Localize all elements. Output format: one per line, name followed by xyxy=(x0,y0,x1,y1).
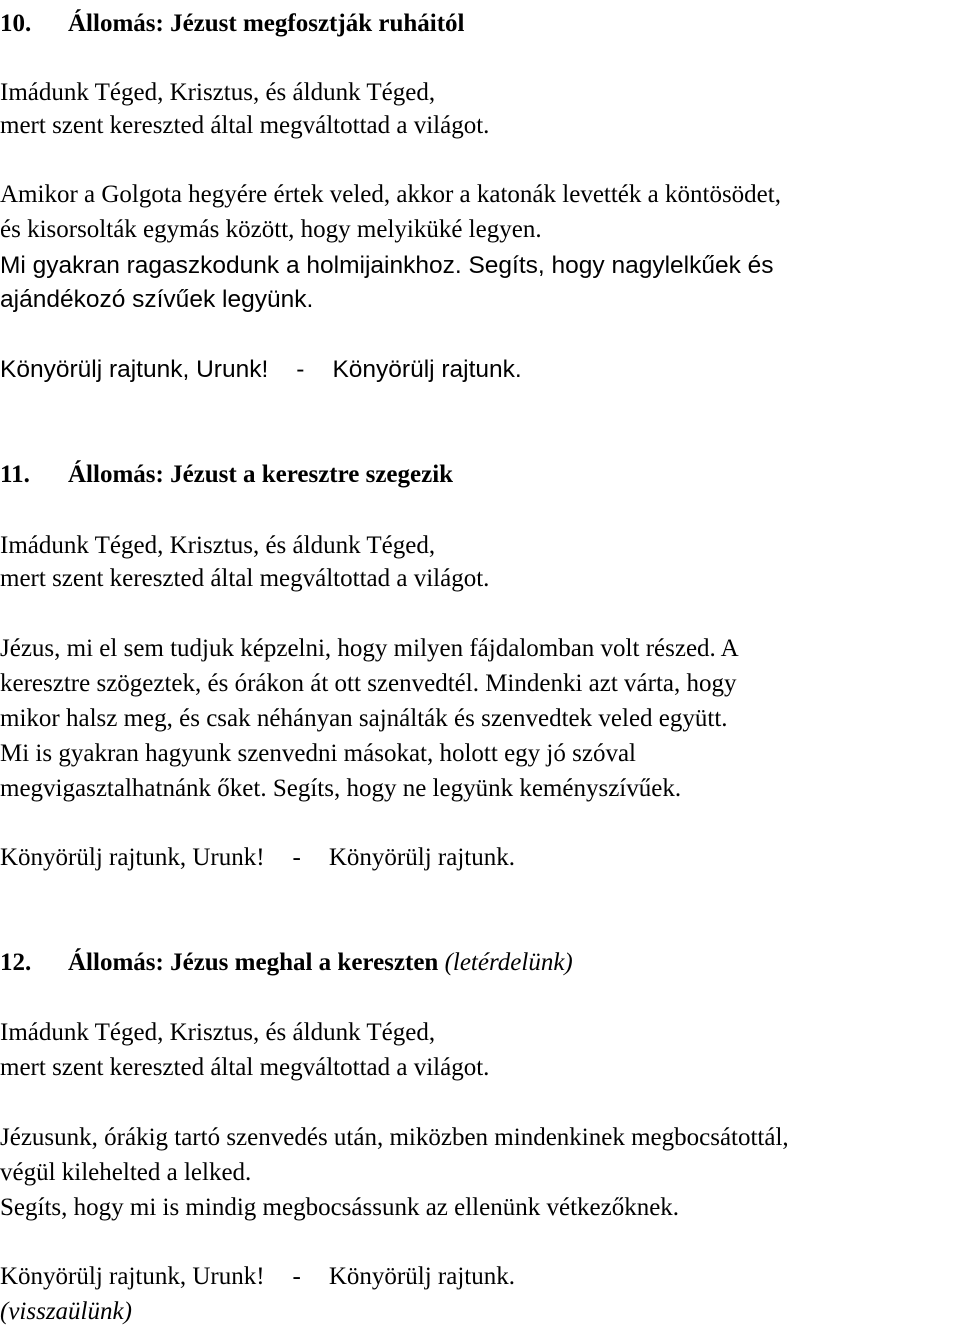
adoration-line: Imádunk Téged, Krisztus, és áldunk Téged, xyxy=(0,1019,436,1046)
reflection-line: Mi is gyakran hagyunk szenvedni másokat, holott egy jó szóval xyxy=(0,740,636,767)
response-line xyxy=(0,845,515,870)
station-title-note: (letérdelünk) xyxy=(444,949,573,976)
reflection-line: Jézusunk, órákig tartó szenvedés után, miközben mindenkinek megbocsátottál, xyxy=(0,1124,789,1151)
response-call: Könyörülj rajtunk, Urunk! xyxy=(0,844,265,871)
station-title: Állomás: Jézust a keresztre szegezik xyxy=(68,461,454,488)
reflection-line: és kisorsolták egymás között, hogy melyiküké legyen. xyxy=(0,216,542,243)
station-number: 12. xyxy=(0,949,32,976)
reflection-line: Jézus, mi el sem tudjuk képzelni, hogy milyen fájdalomban volt részed. A xyxy=(0,635,739,662)
station-12-heading xyxy=(0,950,573,975)
adoration-line: mert szent kereszted által megváltottad a világot. xyxy=(0,112,490,139)
response-answer: Könyörülj rajtunk. xyxy=(332,356,522,383)
station-number: 11. xyxy=(0,461,30,488)
adoration-line: mert szent kereszted által megváltottad a világot. xyxy=(0,565,490,592)
response-line xyxy=(0,358,522,383)
station-11-heading xyxy=(0,462,453,487)
adoration-line: Imádunk Téged, Krisztus, és áldunk Téged, xyxy=(0,532,436,559)
response-answer: Könyörülj rajtunk. xyxy=(328,1263,515,1290)
reflection-line: végül kilehelted a lelked. xyxy=(0,1159,252,1186)
response-answer: Könyörülj rajtunk. xyxy=(328,844,515,871)
closing-note: (visszaülünk) xyxy=(0,1298,132,1325)
adoration-line: mert szent kereszted által megváltottad a világot. xyxy=(0,1054,490,1081)
response-dash: - xyxy=(292,1263,301,1290)
response-line xyxy=(0,1264,515,1289)
reflection-line: Mi gyakran ragaszkodunk a holmijainkhoz. Segíts, hogy nagylelkűek és xyxy=(0,252,774,279)
reflection-line: ajándékozó szívűek legyünk. xyxy=(0,286,314,313)
station-10-heading xyxy=(0,11,464,36)
response-call: Könyörülj rajtunk, Urunk! xyxy=(0,356,269,383)
response-dash: - xyxy=(296,356,305,383)
response-dash: - xyxy=(292,844,301,871)
reflection-line: megvigasztalhatnánk őket. Segíts, hogy ne legyünk keményszívűek. xyxy=(0,775,682,802)
reflection-line: mikor halsz meg, és csak néhányan sajnálták és szenvedtek veled együtt. xyxy=(0,705,728,732)
reflection-line: Segíts, hogy mi is mindig megbocsássunk az ellenünk vétkezőknek. xyxy=(0,1194,680,1221)
adoration-line: Imádunk Téged, Krisztus, és áldunk Téged, xyxy=(0,79,436,106)
station-title: Állomás: Jézust megfosztják ruháitól xyxy=(68,10,465,37)
reflection-line: keresztre szögeztek, és órákon át ott szenvedtél. Mindenki azt várta, hogy xyxy=(0,670,737,697)
reflection-line: Amikor a Golgota hegyére értek veled, akkor a katonák levették a köntösödet, xyxy=(0,181,781,208)
station-number: 10. xyxy=(0,10,32,37)
response-call: Könyörülj rajtunk, Urunk! xyxy=(0,1263,265,1290)
station-title: Állomás: Jézus meghal a kereszten xyxy=(68,949,439,976)
